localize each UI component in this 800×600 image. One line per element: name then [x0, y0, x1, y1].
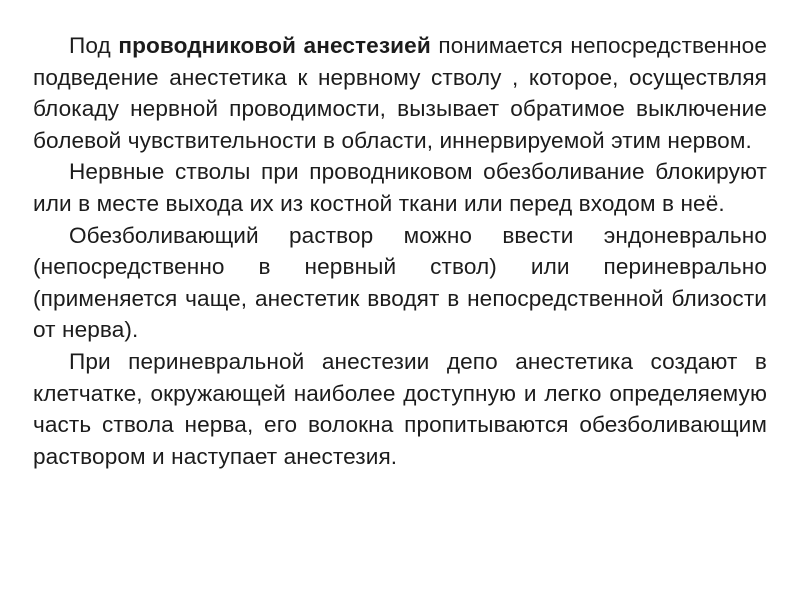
paragraph-perineural-anesthesia: При периневральной анестезии депо анестетика создают в клетчатке, окружающей наиболее доступную и легко определяемую часть ствола нерва, его волокна пропитываются обезболивающим раствором и наступает анестезия.: [33, 348, 767, 469]
slide-text-body: [33, 30, 767, 580]
paragraph-injection-methods: Обезболивающий раствор можно ввести эндоневрально (непосредственно в нервный ствол) или периневрально (применяется чаще, анестетик вводят в непосредственной близости от нерва).: [33, 222, 767, 343]
term-conduction-anesthesia: проводниковой анестезией: [118, 33, 431, 58]
paragraph-definition-lead: Под: [69, 33, 119, 58]
paragraph-definition-rest: понимается непосредственное подведение анестетика к нервному стволу , которое, осуществляя блокаду нервной проводимости, вызывает обратимое выключение болевой чувствительности в области, иннервируемой этим нервом.: [33, 33, 768, 153]
paragraph-definition: [33, 30, 767, 156]
paragraph-nerve-trunks: Нервные стволы при проводниковом обезболивание блокируют или в месте выхода их из костной ткани или перед входом в неё.: [33, 159, 767, 216]
